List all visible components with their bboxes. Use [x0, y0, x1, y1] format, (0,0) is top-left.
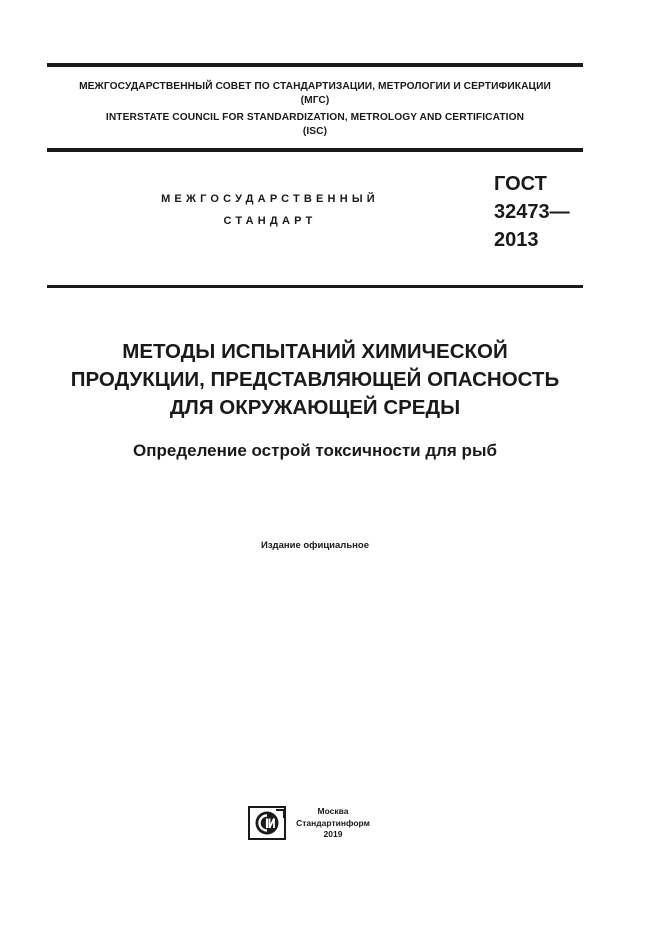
standard-type-line1: МЕЖГОСУДАРСТВЕННЫЙ	[161, 193, 379, 205]
publisher-year: 2019	[323, 829, 343, 839]
document-subtitle: Определение острой токсичности для рыб	[133, 441, 497, 460]
council-name-ru-line: МЕЖГОСУДАРСТВЕННЫЙ СОВЕТ ПО СТАНДАРТИЗАЦИИ, МЕТРОЛОГИИ И СЕРТИФИКАЦИИ	[79, 81, 551, 92]
top-rule	[47, 63, 583, 67]
document-title	[47, 338, 583, 422]
publisher-info	[296, 806, 370, 841]
council-abbr-en: (ISC)	[302, 126, 328, 137]
middle-rule	[47, 148, 583, 152]
council-abbr-ru: (МГС)	[300, 95, 330, 106]
standard-designation	[494, 170, 570, 254]
designation-year: 2013	[494, 229, 539, 251]
standartinform-logo-icon	[248, 806, 286, 840]
publisher-name: Стандартинформ	[296, 817, 370, 828]
designation-prefix: ГОСТ	[494, 173, 547, 195]
publisher-city: Москва	[317, 806, 349, 816]
standard-type	[120, 188, 420, 232]
council-name-en	[47, 111, 583, 139]
council-name-en-line: INTERSTATE COUNCIL FOR STANDARDIZATION, METROLOGY AND CERTIFICATION	[105, 112, 525, 123]
title-line2: ПРОДУКЦИИ, ПРЕДСТАВЛЯЮЩЕЙ ОПАСНОСТЬ	[70, 368, 560, 391]
title-line1: МЕТОДЫ ИСПЫТАНИЙ ХИМИЧЕСКОЙ	[122, 340, 508, 363]
council-name-ru	[47, 80, 583, 108]
standard-type-line2: СТАНДАРТ	[223, 215, 317, 227]
edition-note: Издание официальное	[261, 540, 369, 551]
title-line3: ДЛЯ ОКРУЖАЮЩЕЙ СРЕДЫ	[169, 396, 461, 419]
lower-rule	[47, 285, 583, 288]
designation-number: 32473—	[494, 201, 570, 223]
